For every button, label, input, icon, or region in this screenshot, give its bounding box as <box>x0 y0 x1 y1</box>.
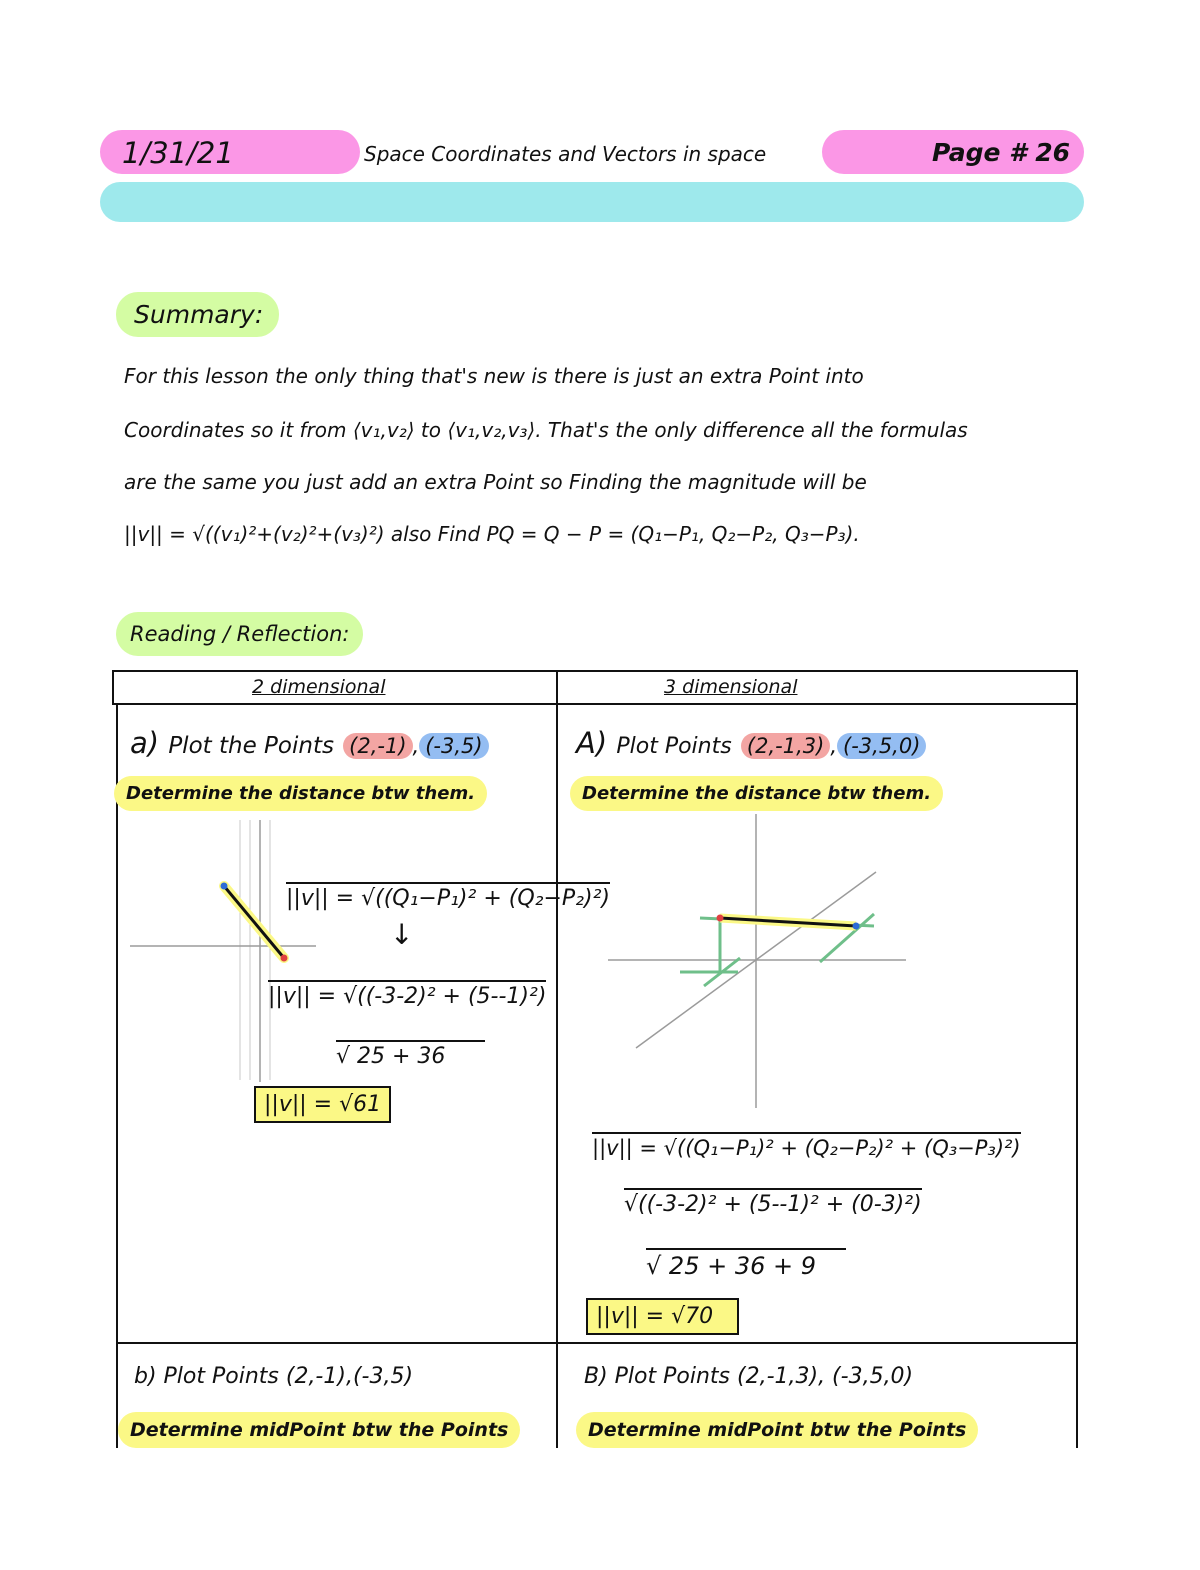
substituted-formula: √((-3-2)² + (5--1)² + (0-3)²) <box>624 1188 922 1217</box>
point-q: (-3,5,0) <box>837 733 926 759</box>
table-column-divider <box>556 670 558 1448</box>
reading-label: Reading / Reflection: <box>116 612 363 656</box>
table-border-right <box>1076 670 1078 1448</box>
answer-box-2d: ||v|| = √61 <box>254 1086 391 1123</box>
point-q: (-3,5) <box>419 733 488 759</box>
distance-formula: ||v|| = √((Q₁−P₁)² + (Q₂−P₂)² + (Q₃−P₃)²) <box>592 1132 1021 1160</box>
plot-grid <box>240 820 270 1080</box>
plot-axes <box>130 820 316 1082</box>
problem-marker: a) <box>130 726 160 760</box>
distance-highlight: Determine the distance btw them. <box>114 776 487 811</box>
column-header-3d: 3 dimensional <box>664 676 798 698</box>
down-arrow-icon: ↓ <box>390 918 414 951</box>
distance-formula: ||v|| = √((Q₁−P₁)² + (Q₂−P₂)²) <box>286 882 610 911</box>
point-p: (2,-1) <box>343 733 412 759</box>
header-band <box>100 182 1084 222</box>
simplified-formula: √ 25 + 36 + 9 <box>646 1248 846 1280</box>
table-border-left <box>112 670 114 705</box>
answer-box-3d: ||v|| = √70 <box>586 1298 739 1335</box>
table-border-left <box>116 703 118 1448</box>
problem-text: Plot Points <box>616 734 732 759</box>
distance-highlight: Determine the distance btw them. <box>570 776 943 811</box>
plot-axes <box>608 814 906 1108</box>
point-q-marker <box>221 883 228 890</box>
page-number: Page # 26 <box>932 138 1071 167</box>
vector-segment <box>224 886 284 958</box>
point-p-marker <box>717 915 724 922</box>
table-border-top <box>112 670 1078 672</box>
problem-a-3d <box>576 726 926 760</box>
summary-label: Summary: <box>116 292 279 337</box>
plot-2d <box>120 810 320 1090</box>
summary-line: are the same you just add an extra Point so Finding the magnitude will be <box>124 470 867 494</box>
column-header-2d: 2 dimensional <box>252 676 386 698</box>
midpoint-highlight: Determine midPoint btw the Points <box>576 1412 978 1448</box>
table-row-divider <box>116 1342 1078 1344</box>
summary-line: Coordinates so it from ⟨v₁,v₂⟩ to ⟨v₁,v₂,v₃⟩. That's the only difference all the formulas <box>124 418 968 442</box>
summary-line: ||v|| = √((v₁)²+(v₂)²+(v₃)²) also Find PQ = Q − P = (Q₁−P₁, Q₂−P₂, Q₃−P₃). <box>124 522 860 546</box>
table-header-divider <box>112 703 1078 705</box>
page-date: 1/31/21 <box>122 136 234 170</box>
point-q-marker <box>853 923 860 930</box>
substituted-formula: ||v|| = √((-3-2)² + (5--1)²) <box>268 980 546 1009</box>
problem-b-3d: B) Plot Points (2,-1,3), (-3,5,0) <box>584 1364 914 1389</box>
point-p-marker <box>281 955 288 962</box>
simplified-formula: √ 25 + 36 <box>336 1040 485 1069</box>
problem-a-2d <box>130 726 489 760</box>
point-separator: , <box>412 734 420 758</box>
plot-3d <box>600 810 920 1110</box>
point-p: (2,-1,3) <box>741 733 830 759</box>
problem-text: Plot the Points <box>168 733 334 759</box>
summary-line: For this lesson the only thing that's new is there is just an extra Point into <box>124 364 864 388</box>
midpoint-highlight: Determine midPoint btw the Points <box>118 1412 520 1448</box>
point-separator: , <box>830 734 838 758</box>
problem-b-2d: b) Plot Points (2,-1),(-3,5) <box>134 1364 414 1389</box>
problem-marker: A) <box>576 726 608 760</box>
page-title: Space Coordinates and Vectors in space <box>364 142 767 166</box>
